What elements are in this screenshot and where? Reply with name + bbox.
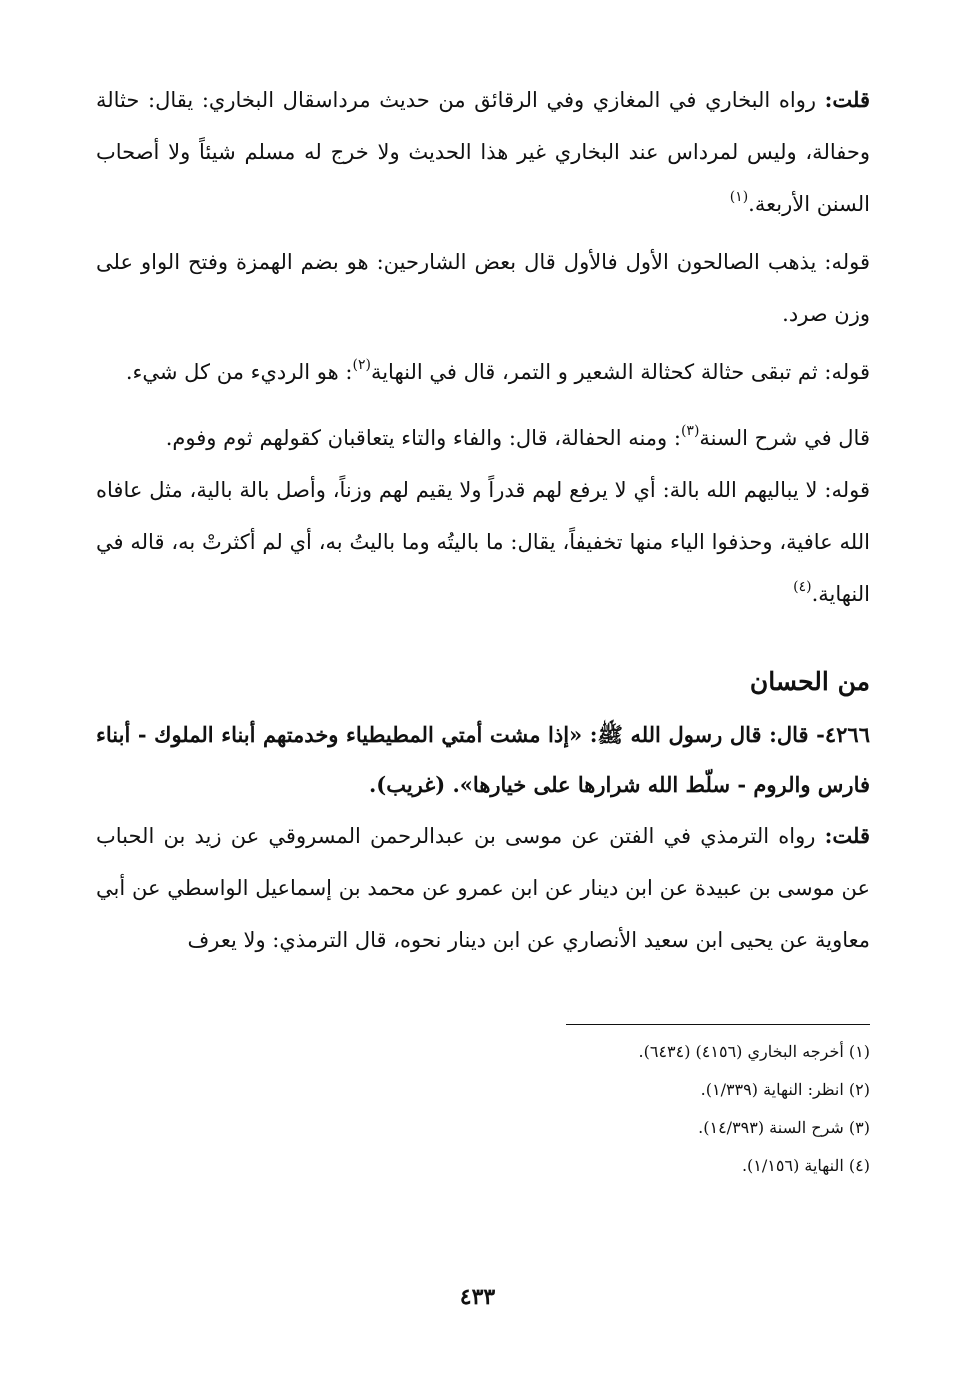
section-heading: من الحسان xyxy=(749,667,870,696)
footnote-divider xyxy=(566,1024,870,1025)
paragraph-5 xyxy=(96,464,870,620)
paragraph-4-text-b: : ومنه الحفالة، قال: والفاء والتاء يتعاقبان كقولهم ثوم وفوم. xyxy=(165,426,681,450)
page-body xyxy=(96,74,870,1364)
footnotes xyxy=(96,1033,870,1185)
footnote-3: (٣) شرح السنة (١٤/٣٩٣). xyxy=(698,1118,870,1137)
paragraph-3-text-b: : هو الرديء من كل شيء. xyxy=(125,360,353,384)
footnote-ref-4: (٤) xyxy=(793,579,812,595)
footnote-4: (٤) النهاية (١/١٥٦). xyxy=(741,1156,870,1175)
commentary-qultu-label: قلت: xyxy=(824,823,870,848)
footnote-1: (١) أخرجه البخاري (٤١٥٦) (٦٤٣٤). xyxy=(638,1042,870,1061)
footnote-2: (٢) انظر: النهاية (١/٣٣٩). xyxy=(700,1080,870,1099)
paragraph-1 xyxy=(96,74,870,230)
commentary-paragraph xyxy=(96,810,870,966)
page-number: ٤٣٣ xyxy=(459,1284,496,1310)
hadith-text: ٤٢٦٦- قال: قال رسول الله ﷺ: «إذا مشت أمتي المطيطياء وخدمتهم أبناء الملوك - أبناء فارس والروم - سلّط الله شرارها على خيارها». (غريب). xyxy=(96,722,870,797)
paragraph-3-text-a: قوله: ثم تبقى حثالة كحثالة الشعير و التمر، قال في النهاية xyxy=(370,360,870,384)
paragraph-4-text-a: قال في شرح السنة xyxy=(699,426,870,450)
paragraph-1-text: رواه البخاري في المغازي وفي الرقائق من حديث مرداسقال البخاري: يقال: حثالة وحفالة، وليس لمرداس عند البخاري غير هذا الحديث ولا خرج له مسلم شيئاً ولا أصحاب السنن الأربعة. xyxy=(96,88,870,216)
commentary-text: رواه الترمذي في الفتن عن موسى بن عبدالرحمن المسروقي عن زيد بن الحباب عن موسى بن عبيدة عن ابن دينار عن ابن عمرو عن محمد بن إسماعيل الواسطي عن أبي معاوية عن يحيى ابن سعيد الأنصاري عن ابن دينار نحوه، قال الترمذي: ولا يعرف xyxy=(96,824,870,952)
footnote-ref-1: (١) xyxy=(729,189,749,205)
paragraph-2-text: قوله: يذهب الصالحون الأول فالأول قال بعض الشارحين: هو بضم الهمزة وفتح الواو على وزن صرد. xyxy=(96,250,870,326)
qultu-label: قلت: xyxy=(824,87,870,112)
paragraph-2 xyxy=(96,236,870,340)
paragraph-4 xyxy=(96,412,870,464)
footnote-ref-3: (٣) xyxy=(680,423,700,439)
paragraph-3 xyxy=(96,346,870,398)
footnote-ref-2: (٢) xyxy=(352,357,371,373)
paragraph-5-text: قوله: لا يباليهم الله بالة: أي لا يرفع لهم قدراً ولا يقيم لهم وزناً، وأصل بالة بالية، مثل عافاه الله عافية، وحذفوا الياء منها تخفيفاً، يقال: ما باليتُه وما باليتُ به، أي لم أكثرتْ به، قاله في النهاية. xyxy=(96,478,870,606)
